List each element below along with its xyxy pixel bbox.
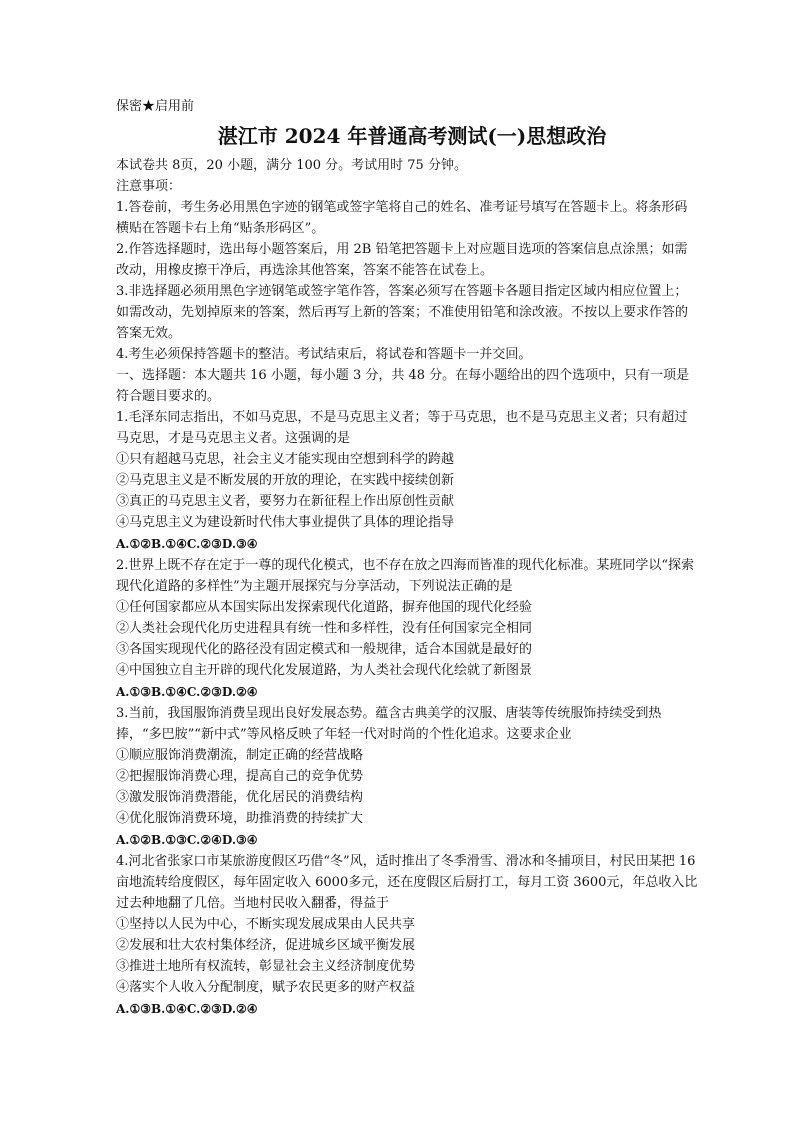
- note-item: 1.答卷前，考生务必用黑色字迹的钢笔或签字笔将自己的姓名、准考证号填写在答题卡上。将条形码横贴在答题卡右上角“贴条形码区”。: [116, 200, 688, 236]
- note-item: 3.非选择题必须用黑色字迹钢笔或签字笔作答，答案必须写在答题卡各题目指定区域内相应位置上；如需改动，先划掉原来的答案，然后再写上新的答案；不准使用铅笔和涂改液。不按以上要求作答的答案无效。: [116, 284, 689, 341]
- question-option: ①只有超越马克思，社会主义才能实现由空想到科学的跨越: [116, 452, 455, 467]
- note-item: 4.考生必须保持答题卡的整洁。考试结束后，将试卷和答题卡一并交回。: [116, 347, 532, 362]
- notes-list: [116, 197, 698, 365]
- question-option: ③激发服饰消费潜能，优化居民的消费结构: [116, 790, 364, 805]
- note-item: 2.作答选择题时，选出每小题答案后，用 2B 铅笔把答题卡上对应题目选项的答案信息点涂黑；如需改动，用橡皮擦干净后，再选涂其他答案，答案不能答在试卷上。: [116, 242, 688, 278]
- answer-choices: A.①②B.①③C.②④D.③④: [116, 833, 258, 847]
- confidential-mark: 保密★启用前: [116, 99, 195, 114]
- question-option: ④优化服饰消费环境，助推消费的持续扩大: [116, 811, 364, 826]
- question-option: ①顺应服饰消费潮流，制定正确的经营战略: [116, 748, 364, 763]
- question-1: [116, 407, 698, 555]
- question-4: [116, 851, 698, 1020]
- question-option: ③真正的马克思主义者，要努力在新征程上作出原创性贡献: [116, 494, 455, 509]
- answer-choices: A.①③B.①④C.②③D.②④: [116, 1002, 258, 1016]
- question-stem: 2.世界上既不存在定于一尊的现代化模式，也不存在放之四海而皆准的现代化标准。某班同学以“探索现代化道路的多样性”为主题开展探究与分享活动，下列说法正确的是: [116, 558, 695, 594]
- section-heading: 一、选择题：本大题共 16 小题，每小题 3 分，共 48 分。在每小题给出的四个选项中，只有一项是符合题目要求的。: [116, 368, 690, 404]
- question-option: ①坚持以人民为中心，不断实现发展成果由人民共享: [116, 917, 416, 932]
- question-3: [116, 703, 698, 851]
- question-stem: 3.当前，我国服饰消费呈现出良好发展态势。蕴含古典美学的汉服、唐装等传统服饰持续受到热捧，“多巴胺”“新中式”等风格反映了年轻一代对时尚的个性化追求。这要求企业: [116, 706, 662, 742]
- exam-summary: 本试卷共 8页，20 小题，满分 100 分。考试用时 75 分钟。: [116, 158, 467, 173]
- question-option: ③推进土地所有权流转，彰显社会主义经济制度优势: [116, 959, 416, 974]
- question-option: ④落实个人收入分配制度，赋予农民更多的财产权益: [116, 980, 416, 995]
- question-option: ②把握服饰消费心理，提高自己的竞争优势: [116, 769, 364, 784]
- notes-heading: 注意事项：: [116, 179, 182, 194]
- question-2: [116, 555, 698, 703]
- question-option: ④马克思主义为建设新时代伟大事业提供了具体的理论指导: [116, 515, 455, 530]
- question-stem: 4.河北省张家口市某旅游度假区巧借“冬”风，适时推出了冬季滑雪、滑冰和冬捕项目，村民田某把 16亩地流转给度假区，每年固定收入 6000多元，还在度假区后厨打工，每月工资 3600元，年总收入比过去种地翻了几倍。当地村民收入翻番，得益于: [116, 854, 698, 911]
- question-option: ②人类社会现代化历史进程具有统一性和多样性，没有任何国家完全相同: [116, 621, 533, 636]
- page-title: 湛江市 2024 年普通高考测试(一)思想政治: [217, 124, 607, 148]
- question-option: ①任何国家都应从本国实际出发探索现代化道路，摒弃他国的现代化经验: [116, 600, 533, 615]
- question-option: ②马克思主义是不断发展的开放的理论，在实践中接续创新: [116, 473, 455, 488]
- answer-choices: A.①②B.①④C.②③D.③④: [116, 537, 258, 551]
- question-option: ③各国实现现代化的路径没有固定模式和一般规律，适合本国就是最好的: [116, 642, 533, 657]
- question-stem: 1.毛泽东同志指出，不如马克思，不是马克思主义者；等于马克思，也不是马克思主义者；只有超过马克思，才是马克思主义者。这强调的是: [116, 410, 688, 446]
- question-option: ②发展和壮大农村集体经济，促进城乡区域平衡发展: [116, 938, 416, 953]
- question-option: ④中国独立自主开辟的现代化发展道路，为人类社会现代化绘就了新图景: [116, 663, 533, 678]
- answer-choices: A.①③B.①④C.②③D.②④: [116, 685, 258, 699]
